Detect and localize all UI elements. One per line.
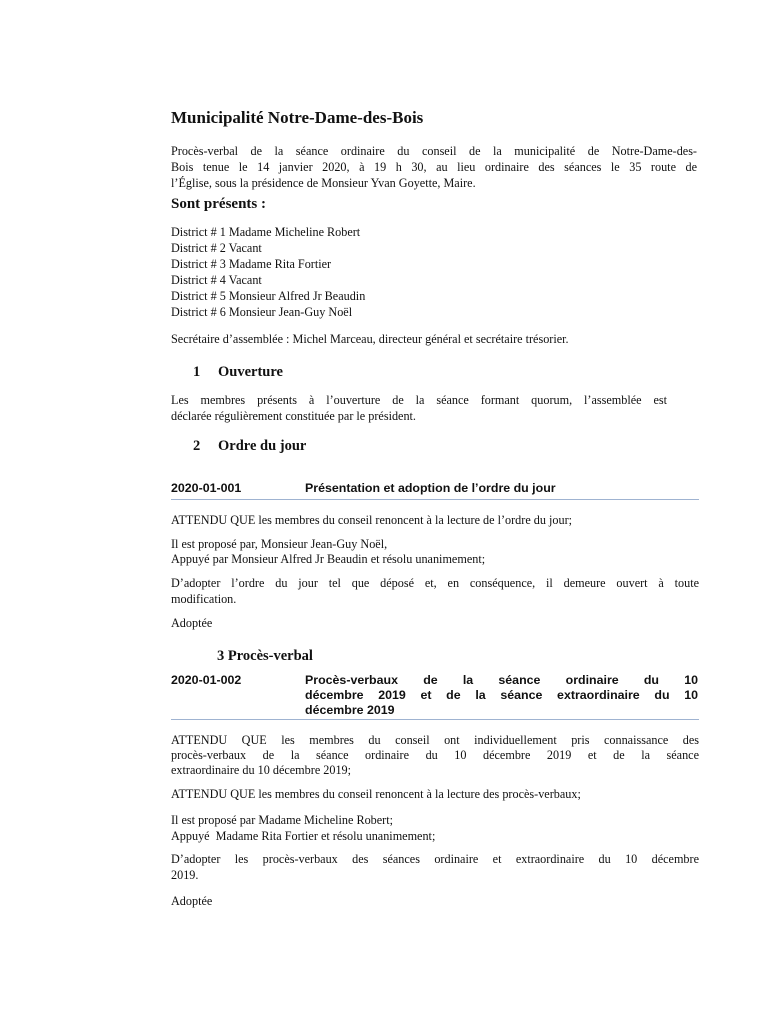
attendu-line: extraordinaire du 10 décembre 2019; — [171, 763, 352, 777]
ouverture-line: déclarée régulièrement constituée par le président. — [171, 409, 416, 423]
ouverture-paragraph — [171, 392, 667, 424]
section-number: 2 — [193, 438, 201, 454]
resolution-title-line: Procès-verbaux de la séance ordinaire du 10 — [305, 673, 698, 687]
district-item: District # 4 Vacant — [171, 273, 262, 287]
section-title: Ordre du jour — [218, 438, 307, 454]
district-item: District # 5 Monsieur Alfred Jr Beaudin — [171, 289, 366, 303]
attendu-line: ATTENDU QUE les membres du conseil renoncent à la lecture des procès-verbaux; — [171, 787, 581, 801]
section-heading-ordre-du-jour — [193, 438, 306, 455]
adopt-line: D’adopter les procès-verbaux des séances ordinaire et extraordinaire du 10 décembre — [171, 852, 699, 866]
district-item: District # 2 Vacant — [171, 241, 262, 255]
ouverture-line: Les membres présents à l’ouverture de la séance formant quorum, l’assemblée est — [171, 393, 667, 407]
resolution-title: Présentation et adoption de l’ordre du jour — [305, 481, 556, 495]
attendu-line: ATTENDU QUE les membres du conseil renoncent à la lecture de l’ordre du jour; — [171, 513, 573, 527]
propose-line: Il est proposé par Madame Micheline Robert; — [171, 813, 394, 827]
resolution-number: 2020-01-001 — [171, 481, 242, 495]
adoptee-label: Adoptée — [171, 894, 213, 908]
resolution-number: 2020-01-002 — [171, 673, 242, 687]
district-item: District # 3 Madame Rita Fortier — [171, 257, 332, 271]
adoptee-label: Adoptée — [171, 616, 213, 630]
district-item: District # 6 Monsieur Jean-Guy Noël — [171, 305, 353, 319]
intro-line: Procès-verbal de la séance ordinaire du conseil de la municipalité de Notre-Dame-des- — [171, 144, 697, 158]
page-title: Municipalité Notre-Dame-des-Bois — [171, 108, 424, 127]
section-heading-proces-verbal: 3 Procès-verbal — [217, 648, 313, 664]
attendu-line: ATTENDU QUE les membres du conseil ont individuellement pris connaissance des — [171, 733, 699, 747]
intro-line: Bois tenue le 14 janvier 2020, à 19 h 30, au lieu ordinaire des séances le 35 route de — [171, 160, 697, 174]
resolution-title — [305, 673, 698, 718]
appuye-line: Appuyé par Monsieur Alfred Jr Beaudin et résolu unanimement; — [171, 552, 486, 566]
resolution-title-line: décembre 2019 et de la séance extraordinaire du 10 — [305, 688, 698, 702]
attendu-paragraph — [171, 733, 699, 778]
adopt-line: modification. — [171, 592, 237, 606]
propose-line: Il est proposé par, Monsieur Jean-Guy Noël, — [171, 537, 388, 551]
section-heading-ouverture — [193, 364, 283, 381]
resolution-divider — [171, 499, 699, 500]
attendu-line: procès-verbaux de la séance ordinaire du 10 décembre 2019 et de la séance — [171, 748, 699, 762]
district-list — [171, 224, 365, 320]
intro-paragraph — [171, 143, 697, 191]
intro-line: l’Église, sous la présidence de Monsieur Yvan Goyette, Maire. — [171, 176, 476, 190]
section-number: 1 — [193, 364, 201, 380]
resolution-title-line: décembre 2019 — [305, 703, 395, 717]
adopt-line: D’adopter l’ordre du jour tel que déposé et, en conséquence, il demeure ouvert à toute — [171, 576, 699, 590]
district-item: District # 1 Madame Micheline Robert — [171, 225, 361, 239]
secretary-line: Secrétaire d’assemblée : Michel Marceau, directeur général et secrétaire trésorier. — [171, 332, 569, 346]
section-title: Ouverture — [218, 364, 283, 380]
adopt-paragraph — [171, 575, 699, 607]
adopt-line: 2019. — [171, 868, 199, 882]
appuye-line: Appuyé Madame Rita Fortier et résolu unanimement; — [171, 829, 436, 843]
resolution-divider — [171, 719, 699, 720]
presents-heading: Sont présents : — [171, 196, 267, 212]
adopt-paragraph — [171, 851, 699, 883]
